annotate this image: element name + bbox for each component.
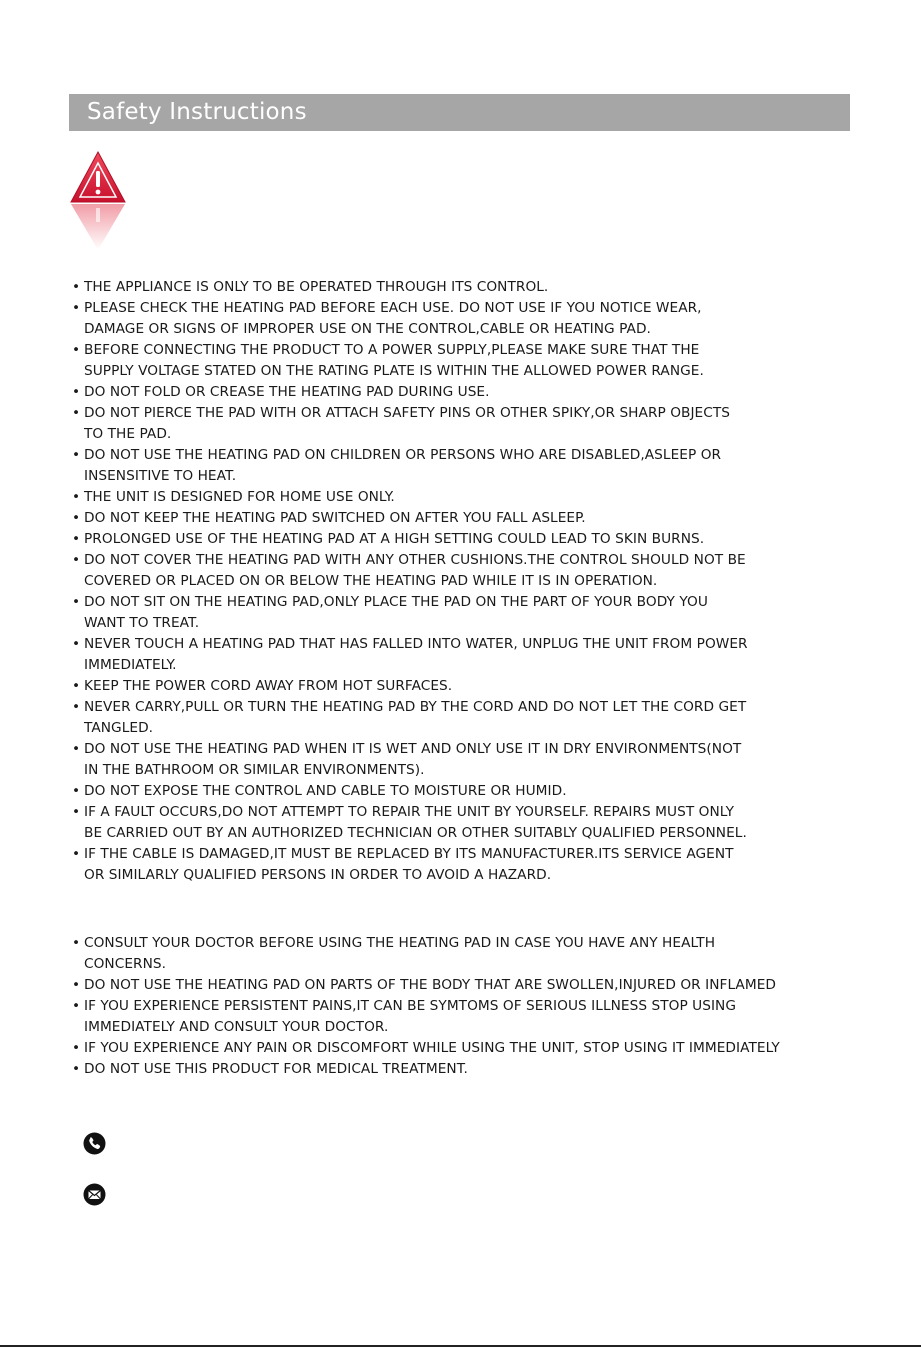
- safety-item-text: • DO NOT PIERCE THE PAD WITH OR ATTACH SAFETY PINS OR OTHER SPIKY,OR SHARP OBJECTS TO THE PAD.: [84, 405, 731, 442]
- safety-item: [72, 739, 862, 781]
- safety-item: [72, 802, 862, 844]
- health-warnings-list: [72, 933, 882, 1080]
- safety-instructions-list: [72, 277, 862, 886]
- safety-item-text: • THE APPLIANCE IS ONLY TO BE OPERATED THROUGH ITS CONTROL.: [84, 279, 549, 295]
- safety-item-text: • DO NOT KEEP THE HEATING PAD SWITCHED ON AFTER YOU FALL ASLEEP.: [84, 510, 586, 526]
- safety-item-text: • KEEP THE POWER CORD AWAY FROM HOT SURFACES.: [84, 678, 453, 694]
- safety-item: [72, 592, 862, 634]
- safety-item-text: • DO NOT SIT ON THE HEATING PAD,ONLY PLACE THE PAD ON THE PART OF YOUR BODY YOU WANT TO TREAT.: [84, 594, 708, 631]
- safety-item: [72, 382, 862, 403]
- health-item: [72, 1038, 882, 1059]
- health-item-text: • IF YOU EXPERIENCE ANY PAIN OR DISCOMFORT WHILE USING THE UNIT, STOP USING IT IMMEDIATELY: [84, 1040, 780, 1056]
- safety-item-text: • DO NOT EXPOSE THE CONTROL AND CABLE TO MOISTURE OR HUMID.: [84, 783, 567, 799]
- safety-item: [72, 529, 862, 550]
- safety-item-text: • NEVER TOUCH A HEATING PAD THAT HAS FALLED INTO WATER, UNPLUG THE UNIT FROM POWER IMMEDIATELY.: [84, 636, 748, 673]
- safety-item-text: • NEVER CARRY,PULL OR TURN THE HEATING PAD BY THE CORD AND DO NOT LET THE CORD GET TANGLED.: [84, 699, 747, 736]
- page-bottom-rule: [0, 1345, 921, 1347]
- safety-item-text: • IF A FAULT OCCURS,DO NOT ATTEMPT TO REPAIR THE UNIT BY YOURSELF. REPAIRS MUST ONLY BE CARRIED OUT BY AN AUTHORIZED TECHNICIAN OR OTHER SUITABLY QUALIFIED PERSONNEL.: [84, 804, 747, 841]
- safety-item-text: • DO NOT USE THE HEATING PAD WHEN IT IS WET AND ONLY USE IT IN DRY ENVIRONMENTS(NOT IN THE BATHROOM OR SIMILAR ENVIRONMENTS).: [84, 741, 742, 778]
- health-item: [72, 996, 882, 1038]
- safety-item-text: • DO NOT USE THE HEATING PAD ON CHILDREN OR PERSONS WHO ARE DISABLED,ASLEEP OR INSENSITIVE TO HEAT.: [84, 447, 722, 484]
- safety-item: [72, 487, 862, 508]
- health-item: [72, 933, 882, 975]
- health-item-text: • CONSULT YOUR DOCTOR BEFORE USING THE HEATING PAD IN CASE YOU HAVE ANY HEALTH CONCERNS.: [84, 935, 716, 972]
- safety-item-text: • DO NOT COVER THE HEATING PAD WITH ANY OTHER CUSHIONS.THE CONTROL SHOULD NOT BE COVERED OR PLACED ON OR BELOW THE HEATING PAD WHILE IT IS IN OPERATION.: [84, 552, 746, 589]
- safety-item-text: • IF THE CABLE IS DAMAGED,IT MUST BE REPLACED BY ITS MANUFACTURER.ITS SERVICE AGENT OR SIMILARLY QUALIFIED PERSONS IN ORDER TO AVOID A HAZARD.: [84, 846, 734, 883]
- safety-item: [72, 298, 862, 340]
- safety-item: [72, 697, 862, 739]
- health-item-text: • IF YOU EXPERIENCE PERSISTENT PAINS,IT CAN BE SYMTOMS OF SERIOUS ILLNESS STOP USING IMMEDIATELY AND CONSULT YOUR DOCTOR.: [84, 998, 736, 1035]
- safety-item: [72, 508, 862, 529]
- health-item-text: • DO NOT USE THIS PRODUCT FOR MEDICAL TREATMENT.: [84, 1061, 468, 1077]
- health-item: [72, 1059, 882, 1080]
- safety-item-text: • PLEASE CHECK THE HEATING PAD BEFORE EACH USE. DO NOT USE IF YOU NOTICE WEAR, DAMAGE OR SIGNS OF IMPROPER USE ON THE CONTROL,CABLE OR HEATING PAD.: [84, 300, 702, 337]
- safety-item: [72, 676, 862, 697]
- safety-item: [72, 277, 862, 298]
- safety-item: [72, 781, 862, 802]
- health-item-text: • DO NOT USE THE HEATING PAD ON PARTS OF THE BODY THAT ARE SWOLLEN,INJURED OR INFLAMED: [84, 977, 776, 993]
- safety-item: [72, 550, 862, 592]
- safety-item: [72, 340, 862, 382]
- safety-item-text: • PROLONGED USE OF THE HEATING PAD AT A HIGH SETTING COULD LEAD TO SKIN BURNS.: [84, 531, 705, 547]
- safety-item: [72, 634, 862, 676]
- safety-item-text: • BEFORE CONNECTING THE PRODUCT TO A POWER SUPPLY,PLEASE MAKE SURE THAT THE SUPPLY VOLTAGE STATED ON THE RATING PLATE IS WITHIN THE ALLOWED POWER RANGE.: [84, 342, 704, 379]
- safety-item-text: • THE UNIT IS DESIGNED FOR HOME USE ONLY.: [84, 489, 395, 505]
- warning-triangle-icon: [68, 150, 128, 250]
- section-title: Safety Instructions: [87, 99, 307, 125]
- health-item: [72, 975, 882, 996]
- safety-item: [72, 403, 862, 445]
- safety-item: [72, 445, 862, 487]
- phone-icon: [80, 1129, 109, 1158]
- section-header-bar: [69, 94, 850, 131]
- safety-item-text: • DO NOT FOLD OR CREASE THE HEATING PAD DURING USE.: [84, 384, 490, 400]
- safety-item: [72, 844, 862, 886]
- email-icon: [80, 1180, 109, 1209]
